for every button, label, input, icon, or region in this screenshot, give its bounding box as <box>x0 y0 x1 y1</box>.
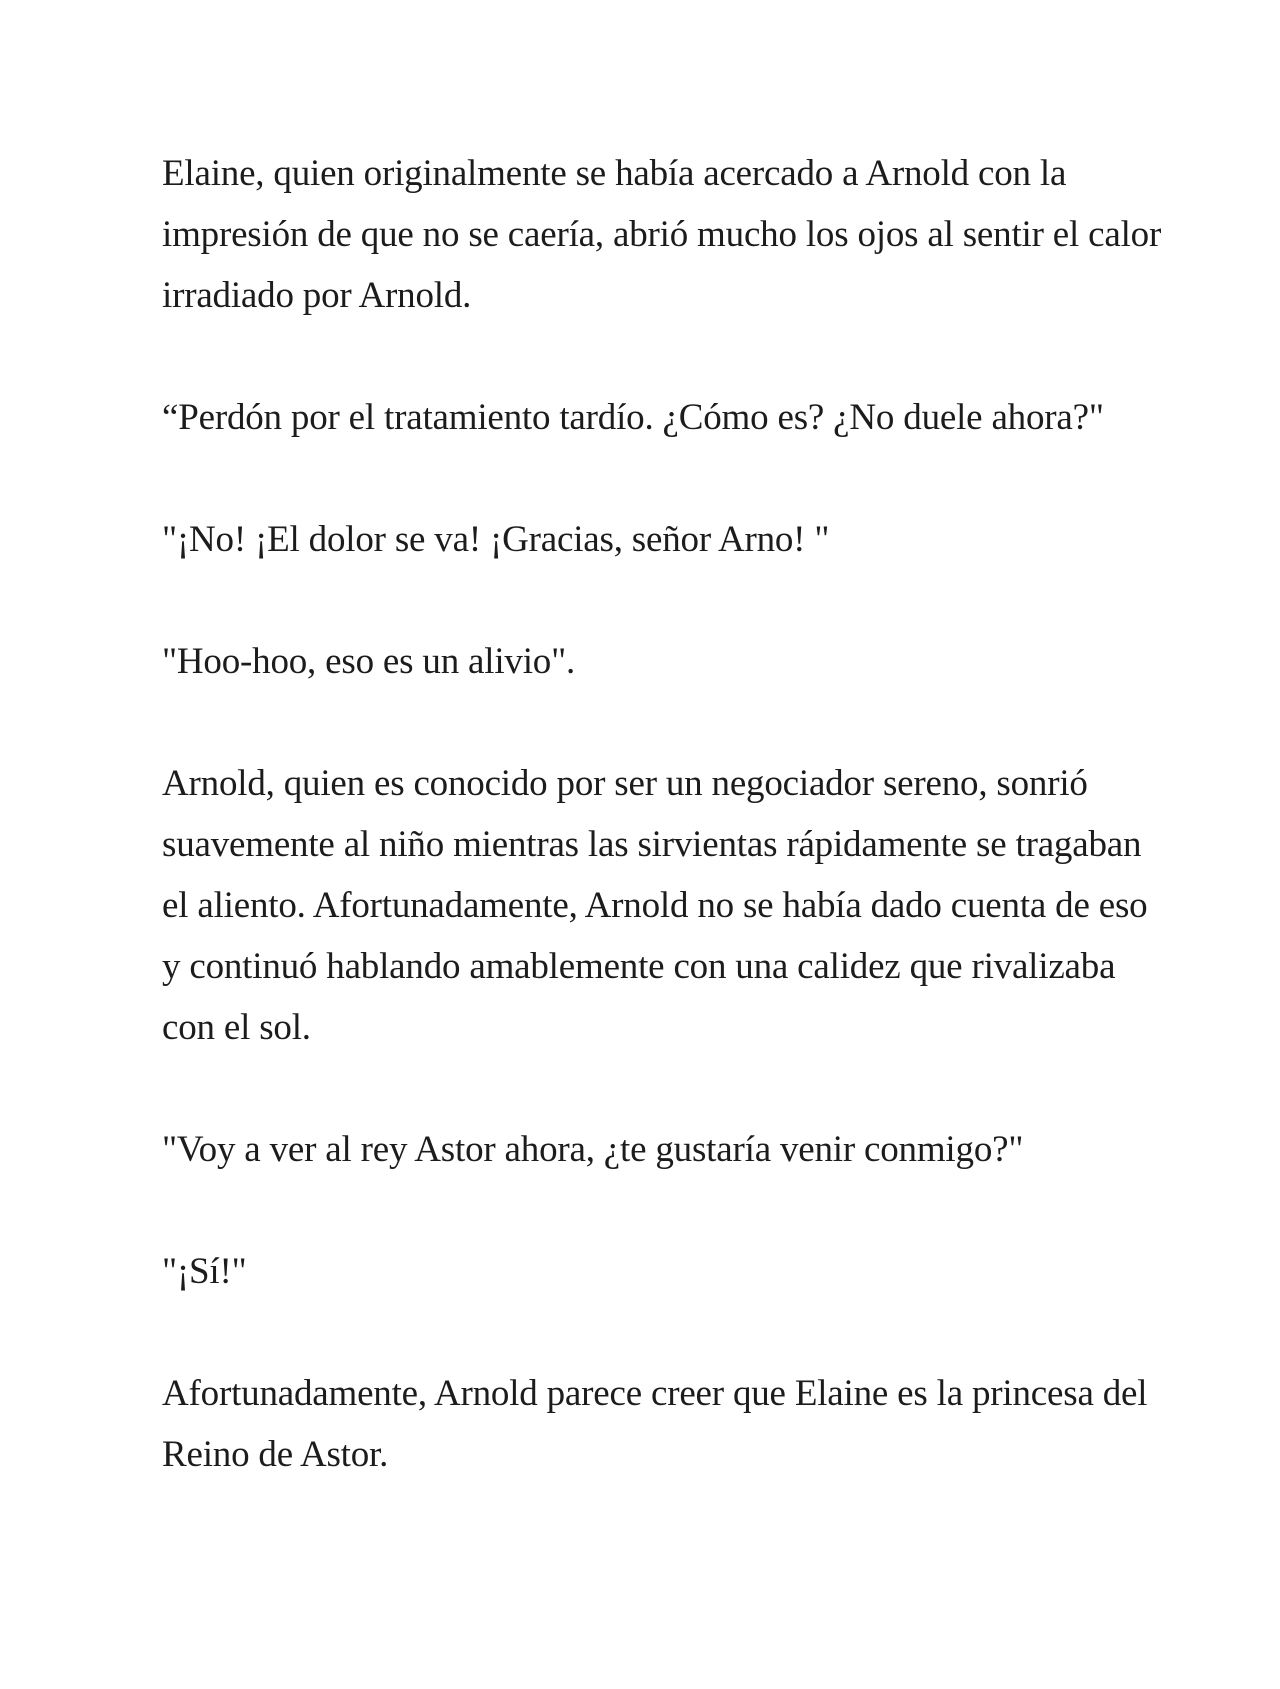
paragraph-dialogue-2: "¡No! ¡El dolor se va! ¡Gracias, señor Arno! " <box>162 519 830 560</box>
paragraph-dialogue-1: “Perdón por el tratamiento tardío. ¿Cómo es? ¿No duele ahora?" <box>162 397 1104 438</box>
paragraph-dialogue-3: "Hoo-hoo, eso es un alivio". <box>162 641 576 682</box>
document-body <box>162 143 1172 1485</box>
paragraph-narration-1: Elaine, quien originalmente se había acercado a Arnold con la impresión de que no se caería, abrió mucho los ojos al sentir el calor irradiado por Arnold. <box>162 153 1162 316</box>
paragraph-dialogue-4: "Voy a ver al rey Astor ahora, ¿te gustaría venir conmigo?" <box>162 1129 1024 1170</box>
paragraph-narration-2: Arnold, quien es conocido por ser un negociador sereno, sonrió suavemente al niño mientras las sirvientas rápidamente se tragaban el aliento. Afortunadamente, Arnold no se había dado cuenta de eso y continuó hablando amablemente con una calidez que rivalizaba con el sol. <box>162 763 1148 1048</box>
paragraph-dialogue-5: "¡Sí!" <box>162 1251 247 1292</box>
paragraph-narration-3: Afortunadamente, Arnold parece creer que Elaine es la princesa del Reino de Astor. <box>162 1373 1148 1475</box>
